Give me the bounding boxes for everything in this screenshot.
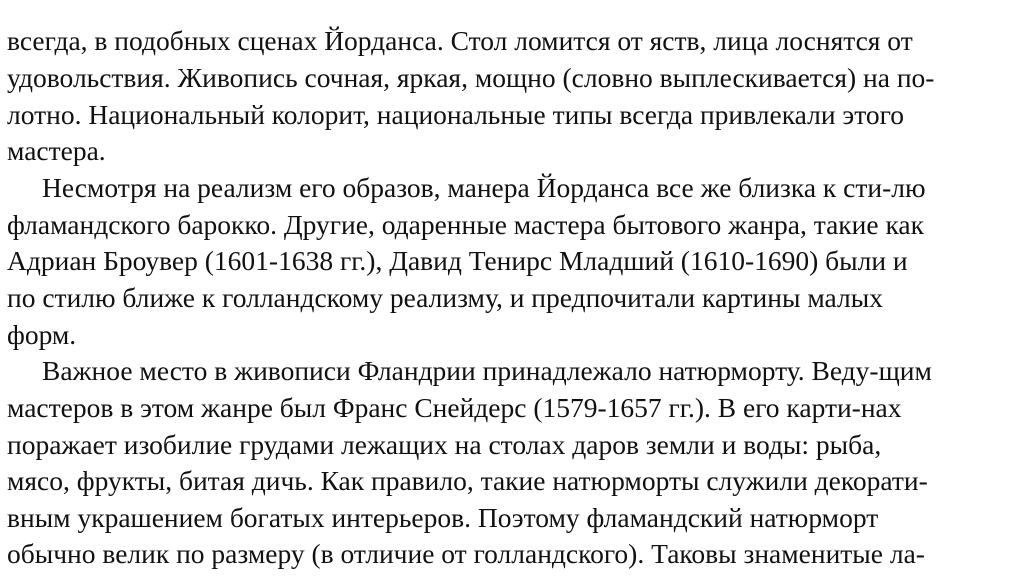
text-line: мастеров в этом жанре был Франс Снейдерс (1579-1657 гг.). В его карти-нах: [7, 392, 902, 423]
text-line: обычно велик по размеру (в отличие от голландского). Таковы знаменитые ла-: [7, 538, 925, 569]
text-line: поражает изобилие грудами лежащих на столах даров земли и воды: рыба,: [7, 429, 882, 460]
paragraph-first-line: Несмотря на реализм его образов, манера Йорданса все же близка к сти-лю: [42, 172, 926, 203]
text-line: Адриан Броувер (1601-1638 гг.), Давид Тенирс Младший (1610-1690) были и: [7, 245, 908, 276]
text-line: мастера.: [7, 135, 106, 166]
text-line: удовольствия. Живопись сочная, яркая, мощно (словно выплескивается) на по-: [7, 62, 935, 93]
paragraph-first-line: Важное место в живописи Фландрии принадлежало натюрморту. Веду-щим: [42, 355, 932, 386]
text-line: фламандского барокко. Другие, одаренные мастера бытового жанра, такие как: [7, 209, 924, 240]
text-line: вным украшением богатых интерьеров. Поэтому фламандский натюрморт: [7, 502, 879, 533]
text-line: форм.: [7, 319, 77, 350]
text-line: всегда, в подобных сценах Йорданса. Стол ломится от яств, лица лоснятся от: [7, 25, 913, 56]
text-line: лотно. Национальный колорит, национальные типы всегда привлекали этого: [7, 99, 904, 130]
text-line: мясо, фрукты, битая дичь. Как правило, такие натюрморты служили декорати-: [7, 465, 928, 496]
text-line: по стилю ближе к голландскому реализму, и предпочитали картины малых: [7, 282, 883, 313]
